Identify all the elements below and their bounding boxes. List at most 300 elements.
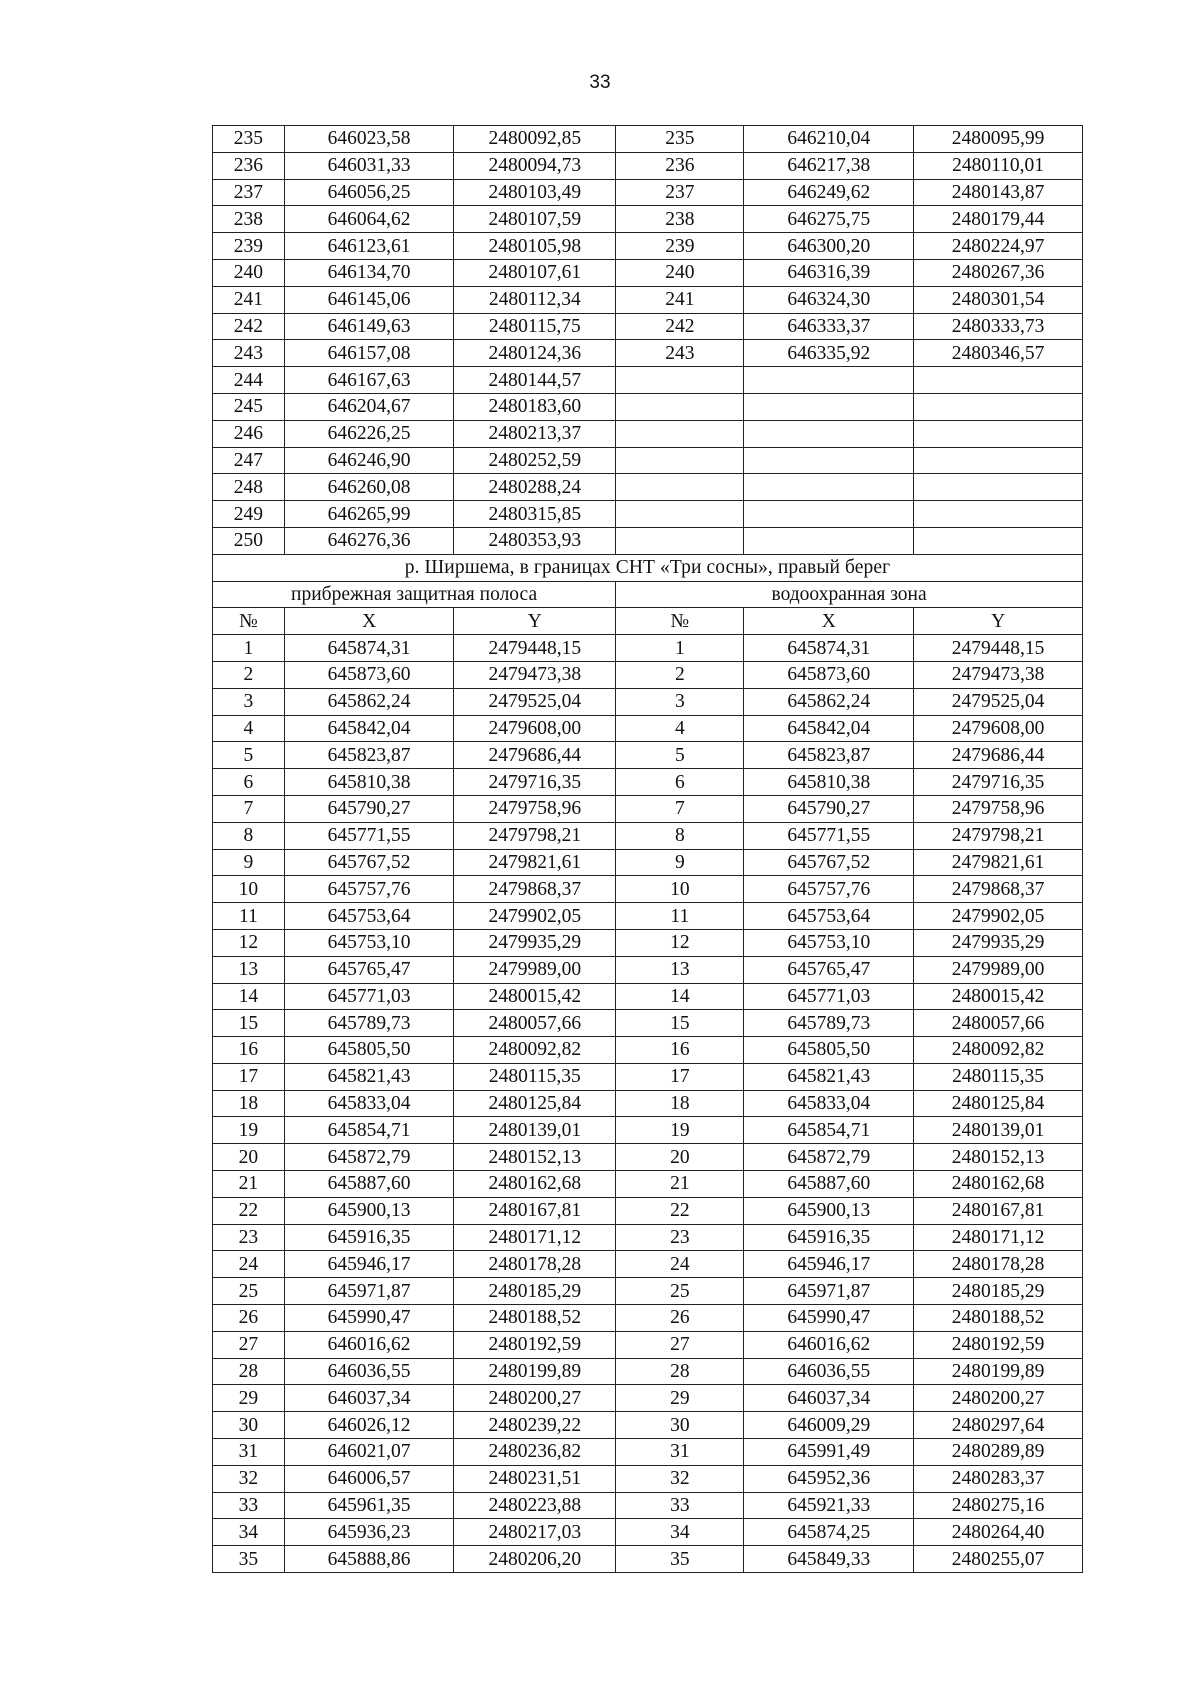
cell-y-right: 2480333,73 bbox=[914, 313, 1083, 340]
cell-number-right: 13 bbox=[616, 956, 744, 983]
cell-y-right: 2480178,28 bbox=[914, 1251, 1083, 1278]
table-row bbox=[213, 1010, 1083, 1037]
cell-number-left: 6 bbox=[213, 769, 285, 796]
cell-y-left: 2480092,85 bbox=[454, 126, 616, 153]
cell-x-right: 645991,49 bbox=[744, 1439, 914, 1466]
cell-number-left: 14 bbox=[213, 983, 285, 1010]
cell-x-right: 645810,38 bbox=[744, 769, 914, 796]
top-section bbox=[213, 126, 1083, 555]
cell-number-right: 20 bbox=[616, 1144, 744, 1171]
table-row bbox=[213, 1171, 1083, 1198]
table-row bbox=[213, 795, 1083, 822]
cell-x-left: 645765,47 bbox=[284, 956, 454, 983]
cell-y-right bbox=[914, 447, 1083, 474]
cell-y-right: 2480289,89 bbox=[914, 1439, 1083, 1466]
cell-x-left: 646149,63 bbox=[284, 313, 454, 340]
cell-y-left: 2480223,88 bbox=[454, 1492, 616, 1519]
cell-x-left: 645900,13 bbox=[284, 1197, 454, 1224]
cell-number-left: 21 bbox=[213, 1171, 285, 1198]
cell-number-right bbox=[616, 474, 744, 501]
cell-number-right: 241 bbox=[616, 286, 744, 313]
table-row bbox=[213, 1037, 1083, 1064]
cell-number-left: 15 bbox=[213, 1010, 285, 1037]
cell-y-right: 2480264,40 bbox=[914, 1519, 1083, 1546]
cell-x-right: 645946,17 bbox=[744, 1251, 914, 1278]
cell-y-right: 2479989,00 bbox=[914, 956, 1083, 983]
cell-y-left: 2479902,05 bbox=[454, 903, 616, 930]
cell-number-left: 22 bbox=[213, 1197, 285, 1224]
cell-number-right: 1 bbox=[616, 635, 744, 662]
cell-number-right: 3 bbox=[616, 688, 744, 715]
cell-y-left: 2480162,68 bbox=[454, 1171, 616, 1198]
cell-x-left: 645821,43 bbox=[284, 1063, 454, 1090]
cell-x-left: 645789,73 bbox=[284, 1010, 454, 1037]
cell-y-left: 2480015,42 bbox=[454, 983, 616, 1010]
cell-number-right: 236 bbox=[616, 152, 744, 179]
cell-number-left: 35 bbox=[213, 1546, 285, 1573]
cell-y-right: 2480110,01 bbox=[914, 152, 1083, 179]
cell-number-left: 25 bbox=[213, 1278, 285, 1305]
cell-number-left: 247 bbox=[213, 447, 285, 474]
cell-x-right: 646335,92 bbox=[744, 340, 914, 367]
cell-x-right: 645873,60 bbox=[744, 661, 914, 688]
cell-y-left: 2480185,29 bbox=[454, 1278, 616, 1305]
cell-y-right: 2480224,97 bbox=[914, 233, 1083, 260]
cell-number-left: 13 bbox=[213, 956, 285, 983]
cell-x-right: 646333,37 bbox=[744, 313, 914, 340]
table-row bbox=[213, 179, 1083, 206]
cell-y-left: 2480107,61 bbox=[454, 259, 616, 286]
cell-y-right: 2480125,84 bbox=[914, 1090, 1083, 1117]
cell-number-left: 5 bbox=[213, 742, 285, 769]
cell-number-right: 21 bbox=[616, 1171, 744, 1198]
cell-number-left: 16 bbox=[213, 1037, 285, 1064]
cell-y-right: 2479935,29 bbox=[914, 929, 1083, 956]
cell-y-right: 2479716,35 bbox=[914, 769, 1083, 796]
cell-x-left: 645888,86 bbox=[284, 1546, 454, 1573]
cell-x-left: 645872,79 bbox=[284, 1144, 454, 1171]
cell-number-right: 2 bbox=[616, 661, 744, 688]
cell-x-right: 645753,10 bbox=[744, 929, 914, 956]
cell-number-left: 241 bbox=[213, 286, 285, 313]
cell-y-left: 2480206,20 bbox=[454, 1546, 616, 1573]
cell-x-right: 645862,24 bbox=[744, 688, 914, 715]
cell-y-left: 2480188,52 bbox=[454, 1305, 616, 1332]
cell-x-left: 645862,24 bbox=[284, 688, 454, 715]
cell-number-left: 243 bbox=[213, 340, 285, 367]
table-row bbox=[213, 259, 1083, 286]
column-header-x-right: X bbox=[744, 608, 914, 635]
cell-x-right: 645874,25 bbox=[744, 1519, 914, 1546]
table-row bbox=[213, 1385, 1083, 1412]
table-row bbox=[213, 1197, 1083, 1224]
cell-number-left: 3 bbox=[213, 688, 285, 715]
cell-y-right: 2480057,66 bbox=[914, 1010, 1083, 1037]
cell-x-left: 646056,25 bbox=[284, 179, 454, 206]
cell-x-right: 645887,60 bbox=[744, 1171, 914, 1198]
cell-y-left: 2480315,85 bbox=[454, 501, 616, 528]
cell-y-right bbox=[914, 527, 1083, 554]
cell-number-right: 33 bbox=[616, 1492, 744, 1519]
cell-y-right: 2480255,07 bbox=[914, 1546, 1083, 1573]
cell-y-left: 2480107,59 bbox=[454, 206, 616, 233]
cell-number-right: 25 bbox=[616, 1278, 744, 1305]
cell-y-left: 2480124,36 bbox=[454, 340, 616, 367]
cell-number-right: 34 bbox=[616, 1519, 744, 1546]
table-row bbox=[213, 903, 1083, 930]
cell-y-left: 2480115,75 bbox=[454, 313, 616, 340]
cell-x-right bbox=[744, 367, 914, 394]
cell-number-right bbox=[616, 447, 744, 474]
table-row bbox=[213, 1546, 1083, 1573]
cell-y-right: 2479473,38 bbox=[914, 661, 1083, 688]
cell-x-right: 645833,04 bbox=[744, 1090, 914, 1117]
cell-number-left: 250 bbox=[213, 527, 285, 554]
table-row bbox=[213, 126, 1083, 153]
cell-x-right: 645765,47 bbox=[744, 956, 914, 983]
cell-y-right: 2480301,54 bbox=[914, 286, 1083, 313]
cell-x-right: 645952,36 bbox=[744, 1465, 914, 1492]
cell-x-right bbox=[744, 447, 914, 474]
cell-number-right: 24 bbox=[616, 1251, 744, 1278]
cell-y-left: 2479608,00 bbox=[454, 715, 616, 742]
cell-number-right: 11 bbox=[616, 903, 744, 930]
cell-x-left: 645842,04 bbox=[284, 715, 454, 742]
cell-number-right bbox=[616, 501, 744, 528]
table-row bbox=[213, 233, 1083, 260]
cell-number-left: 240 bbox=[213, 259, 285, 286]
zone-header-row bbox=[213, 581, 1083, 608]
table-row bbox=[213, 152, 1083, 179]
cell-number-left: 27 bbox=[213, 1331, 285, 1358]
cell-number-right: 23 bbox=[616, 1224, 744, 1251]
cell-y-left: 2480231,51 bbox=[454, 1465, 616, 1492]
cell-number-right bbox=[616, 527, 744, 554]
table-row bbox=[213, 929, 1083, 956]
table-row bbox=[213, 1224, 1083, 1251]
cell-x-left: 645990,47 bbox=[284, 1305, 454, 1332]
cell-number-left: 8 bbox=[213, 822, 285, 849]
table-row bbox=[213, 1251, 1083, 1278]
cell-y-right: 2480152,13 bbox=[914, 1144, 1083, 1171]
cell-y-left: 2480199,89 bbox=[454, 1358, 616, 1385]
cell-x-left: 645771,03 bbox=[284, 983, 454, 1010]
cell-x-right: 646036,55 bbox=[744, 1358, 914, 1385]
cell-number-left: 26 bbox=[213, 1305, 285, 1332]
cell-y-left: 2480094,73 bbox=[454, 152, 616, 179]
table-row bbox=[213, 742, 1083, 769]
cell-y-left: 2480112,34 bbox=[454, 286, 616, 313]
table-row bbox=[213, 1278, 1083, 1305]
cell-number-right: 238 bbox=[616, 206, 744, 233]
cell-number-right: 16 bbox=[616, 1037, 744, 1064]
cell-number-right: 5 bbox=[616, 742, 744, 769]
table-row bbox=[213, 769, 1083, 796]
cell-number-left: 30 bbox=[213, 1412, 285, 1439]
cell-number-left: 9 bbox=[213, 849, 285, 876]
cell-x-right: 646016,62 bbox=[744, 1331, 914, 1358]
cell-number-left: 235 bbox=[213, 126, 285, 153]
cell-number-right: 7 bbox=[616, 795, 744, 822]
cell-y-left: 2479716,35 bbox=[454, 769, 616, 796]
cell-x-left: 646036,55 bbox=[284, 1358, 454, 1385]
cell-x-right: 645789,73 bbox=[744, 1010, 914, 1037]
cell-x-left: 645887,60 bbox=[284, 1171, 454, 1198]
cell-number-left: 32 bbox=[213, 1465, 285, 1492]
table-row bbox=[213, 956, 1083, 983]
cell-y-left: 2480139,01 bbox=[454, 1117, 616, 1144]
cell-x-right: 645767,52 bbox=[744, 849, 914, 876]
cell-x-right: 646009,29 bbox=[744, 1412, 914, 1439]
cell-x-right: 645874,31 bbox=[744, 635, 914, 662]
cell-number-left: 239 bbox=[213, 233, 285, 260]
table-row bbox=[213, 501, 1083, 528]
cell-number-left: 17 bbox=[213, 1063, 285, 1090]
cell-y-right bbox=[914, 501, 1083, 528]
table-row bbox=[213, 1358, 1083, 1385]
cell-x-left: 646276,36 bbox=[284, 527, 454, 554]
table-row bbox=[213, 420, 1083, 447]
cell-x-right: 645790,27 bbox=[744, 795, 914, 822]
table-row bbox=[213, 635, 1083, 662]
cell-x-right: 645990,47 bbox=[744, 1305, 914, 1332]
table-row bbox=[213, 1519, 1083, 1546]
cell-x-left: 645753,64 bbox=[284, 903, 454, 930]
cell-y-left: 2479821,61 bbox=[454, 849, 616, 876]
table-row bbox=[213, 715, 1083, 742]
cell-number-right: 8 bbox=[616, 822, 744, 849]
cell-number-left: 245 bbox=[213, 393, 285, 420]
table-row bbox=[213, 1331, 1083, 1358]
cell-x-left: 645946,17 bbox=[284, 1251, 454, 1278]
cell-number-left: 18 bbox=[213, 1090, 285, 1117]
cell-number-right: 9 bbox=[616, 849, 744, 876]
cell-x-right: 645823,87 bbox=[744, 742, 914, 769]
cell-number-right: 240 bbox=[616, 259, 744, 286]
table-row bbox=[213, 1465, 1083, 1492]
cell-x-left: 646145,06 bbox=[284, 286, 454, 313]
cell-y-left: 2479989,00 bbox=[454, 956, 616, 983]
cell-x-left: 646226,25 bbox=[284, 420, 454, 447]
cell-x-left: 645961,35 bbox=[284, 1492, 454, 1519]
cell-y-right: 2479821,61 bbox=[914, 849, 1083, 876]
cell-y-left: 2479473,38 bbox=[454, 661, 616, 688]
cell-x-left: 645753,10 bbox=[284, 929, 454, 956]
cell-x-right: 646210,04 bbox=[744, 126, 914, 153]
cell-y-left: 2480288,24 bbox=[454, 474, 616, 501]
cell-y-right: 2480143,87 bbox=[914, 179, 1083, 206]
table-row bbox=[213, 1412, 1083, 1439]
cell-x-left: 646021,07 bbox=[284, 1439, 454, 1466]
table-row bbox=[213, 313, 1083, 340]
cell-y-right: 2479902,05 bbox=[914, 903, 1083, 930]
cell-x-left: 645767,52 bbox=[284, 849, 454, 876]
table-row bbox=[213, 1439, 1083, 1466]
cell-x-left: 645757,76 bbox=[284, 876, 454, 903]
table-row bbox=[213, 340, 1083, 367]
table-row bbox=[213, 527, 1083, 554]
cell-number-left: 33 bbox=[213, 1492, 285, 1519]
cell-y-left: 2479686,44 bbox=[454, 742, 616, 769]
cell-y-right: 2480275,16 bbox=[914, 1492, 1083, 1519]
cell-y-right: 2480015,42 bbox=[914, 983, 1083, 1010]
cell-number-left: 24 bbox=[213, 1251, 285, 1278]
cell-y-left: 2480200,27 bbox=[454, 1385, 616, 1412]
cell-number-right: 17 bbox=[616, 1063, 744, 1090]
cell-y-right: 2480115,35 bbox=[914, 1063, 1083, 1090]
cell-number-left: 23 bbox=[213, 1224, 285, 1251]
cell-number-left: 236 bbox=[213, 152, 285, 179]
cell-y-right: 2479448,15 bbox=[914, 635, 1083, 662]
table-row bbox=[213, 286, 1083, 313]
cell-number-left: 1 bbox=[213, 635, 285, 662]
cell-number-right bbox=[616, 367, 744, 394]
cell-number-left: 11 bbox=[213, 903, 285, 930]
cell-number-left: 246 bbox=[213, 420, 285, 447]
table-row bbox=[213, 688, 1083, 715]
cell-number-right bbox=[616, 393, 744, 420]
cell-x-left: 646204,67 bbox=[284, 393, 454, 420]
cell-x-left: 646134,70 bbox=[284, 259, 454, 286]
cell-x-left: 646246,90 bbox=[284, 447, 454, 474]
cell-x-right: 645849,33 bbox=[744, 1546, 914, 1573]
cell-y-right: 2480200,27 bbox=[914, 1385, 1083, 1412]
cell-y-right: 2479758,96 bbox=[914, 795, 1083, 822]
cell-x-left: 646031,33 bbox=[284, 152, 454, 179]
cell-x-left: 645805,50 bbox=[284, 1037, 454, 1064]
cell-number-left: 249 bbox=[213, 501, 285, 528]
left-zone-header: прибрежная защитная полоса bbox=[213, 581, 616, 608]
section-title: р. Ширшема, в границах СНТ «Три сосны», правый берег bbox=[213, 554, 1083, 581]
cell-y-left: 2480105,98 bbox=[454, 233, 616, 260]
cell-y-left: 2479525,04 bbox=[454, 688, 616, 715]
cell-x-right: 645753,64 bbox=[744, 903, 914, 930]
cell-x-right: 646249,62 bbox=[744, 179, 914, 206]
cell-y-left: 2480092,82 bbox=[454, 1037, 616, 1064]
cell-y-right: 2480167,81 bbox=[914, 1197, 1083, 1224]
cell-x-right: 646275,75 bbox=[744, 206, 914, 233]
cell-number-right: 242 bbox=[616, 313, 744, 340]
cell-y-right: 2480267,36 bbox=[914, 259, 1083, 286]
cell-number-left: 31 bbox=[213, 1439, 285, 1466]
cell-number-right: 243 bbox=[616, 340, 744, 367]
cell-number-left: 238 bbox=[213, 206, 285, 233]
cell-y-right bbox=[914, 393, 1083, 420]
table-row bbox=[213, 206, 1083, 233]
cell-y-left: 2479758,96 bbox=[454, 795, 616, 822]
cell-x-left: 646026,12 bbox=[284, 1412, 454, 1439]
cell-number-left: 20 bbox=[213, 1144, 285, 1171]
cell-y-right: 2480171,12 bbox=[914, 1224, 1083, 1251]
cell-number-right: 27 bbox=[616, 1331, 744, 1358]
cell-y-right bbox=[914, 420, 1083, 447]
cell-number-right: 237 bbox=[616, 179, 744, 206]
cell-number-right: 10 bbox=[616, 876, 744, 903]
cell-y-left: 2480217,03 bbox=[454, 1519, 616, 1546]
table-row bbox=[213, 1063, 1083, 1090]
cell-y-right: 2480297,64 bbox=[914, 1412, 1083, 1439]
cell-number-left: 237 bbox=[213, 179, 285, 206]
cell-y-left: 2480103,49 bbox=[454, 179, 616, 206]
cell-x-right: 645842,04 bbox=[744, 715, 914, 742]
cell-x-right: 646217,38 bbox=[744, 152, 914, 179]
cell-x-left: 645771,55 bbox=[284, 822, 454, 849]
table-row bbox=[213, 1117, 1083, 1144]
cell-y-right: 2479608,00 bbox=[914, 715, 1083, 742]
cell-number-left: 248 bbox=[213, 474, 285, 501]
cell-y-right: 2479686,44 bbox=[914, 742, 1083, 769]
cell-y-right: 2479798,21 bbox=[914, 822, 1083, 849]
cell-x-right: 645872,79 bbox=[744, 1144, 914, 1171]
cell-x-right bbox=[744, 501, 914, 528]
cell-x-left: 646023,58 bbox=[284, 126, 454, 153]
cell-x-right: 645805,50 bbox=[744, 1037, 914, 1064]
cell-y-left: 2480057,66 bbox=[454, 1010, 616, 1037]
table-row bbox=[213, 367, 1083, 394]
table-row bbox=[213, 474, 1083, 501]
table-row bbox=[213, 849, 1083, 876]
cell-number-left: 28 bbox=[213, 1358, 285, 1385]
cell-number-right: 14 bbox=[616, 983, 744, 1010]
cell-x-right: 645854,71 bbox=[744, 1117, 914, 1144]
cell-y-left: 2480239,22 bbox=[454, 1412, 616, 1439]
cell-x-right: 645916,35 bbox=[744, 1224, 914, 1251]
cell-x-left: 646016,62 bbox=[284, 1331, 454, 1358]
cell-x-left: 646064,62 bbox=[284, 206, 454, 233]
cell-x-right bbox=[744, 474, 914, 501]
cell-y-right: 2480192,59 bbox=[914, 1331, 1083, 1358]
cell-number-right: 4 bbox=[616, 715, 744, 742]
cell-number-right: 30 bbox=[616, 1412, 744, 1439]
cell-number-right: 31 bbox=[616, 1439, 744, 1466]
cell-y-right: 2480179,44 bbox=[914, 206, 1083, 233]
table-row bbox=[213, 1305, 1083, 1332]
coordinates-table bbox=[212, 125, 1083, 1573]
bottom-section-header bbox=[213, 554, 1083, 634]
cell-x-right bbox=[744, 420, 914, 447]
cell-number-right: 28 bbox=[616, 1358, 744, 1385]
cell-y-right: 2480188,52 bbox=[914, 1305, 1083, 1332]
cell-number-right: 6 bbox=[616, 769, 744, 796]
cell-number-right: 12 bbox=[616, 929, 744, 956]
cell-x-right: 646300,20 bbox=[744, 233, 914, 260]
cell-x-right: 646037,34 bbox=[744, 1385, 914, 1412]
cell-y-left: 2479798,21 bbox=[454, 822, 616, 849]
cell-number-left: 29 bbox=[213, 1385, 285, 1412]
cell-number-right: 235 bbox=[616, 126, 744, 153]
cell-x-left: 645916,35 bbox=[284, 1224, 454, 1251]
column-header-row bbox=[213, 608, 1083, 635]
cell-number-left: 12 bbox=[213, 929, 285, 956]
column-header-number-left: № bbox=[213, 608, 285, 635]
right-zone-header: водоохранная зона bbox=[616, 581, 1083, 608]
cell-x-left: 645790,27 bbox=[284, 795, 454, 822]
table-row bbox=[213, 393, 1083, 420]
cell-x-left: 646167,63 bbox=[284, 367, 454, 394]
table-row bbox=[213, 822, 1083, 849]
cell-y-right bbox=[914, 474, 1083, 501]
table-row bbox=[213, 1144, 1083, 1171]
cell-number-right: 18 bbox=[616, 1090, 744, 1117]
table-row bbox=[213, 876, 1083, 903]
cell-x-right bbox=[744, 527, 914, 554]
cell-x-right: 645971,87 bbox=[744, 1278, 914, 1305]
cell-number-right bbox=[616, 420, 744, 447]
cell-x-left: 645873,60 bbox=[284, 661, 454, 688]
cell-y-left: 2480152,13 bbox=[454, 1144, 616, 1171]
cell-x-right: 646316,39 bbox=[744, 259, 914, 286]
cell-number-left: 34 bbox=[213, 1519, 285, 1546]
